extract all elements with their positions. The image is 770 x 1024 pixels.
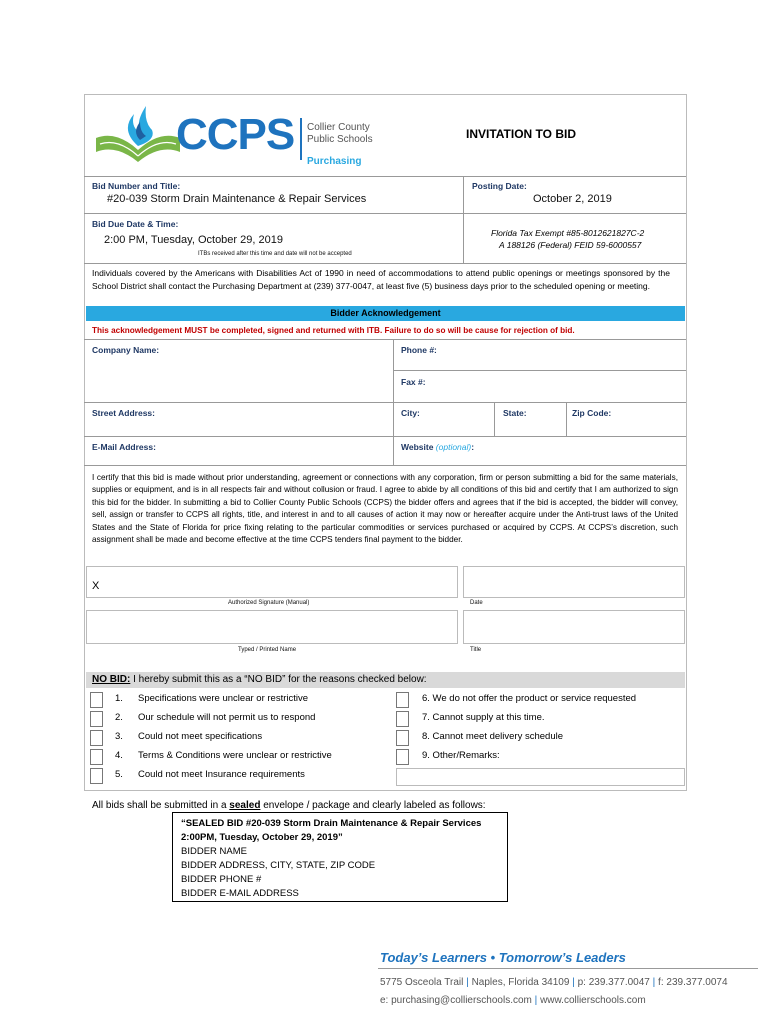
website-label-text: Website xyxy=(401,442,436,452)
logo-divider xyxy=(300,118,302,160)
footer-website[interactable]: www.collierschools.com xyxy=(540,995,646,1006)
ack-warning: This acknowledgement MUST be completed, signed and returned with ITB. Failure to do so will be cause for rejection of bid. xyxy=(92,326,575,335)
city-field[interactable] xyxy=(395,419,493,435)
website-label xyxy=(401,442,474,452)
no-bid-reason-text: Terms & Conditions were unclear or restrictive xyxy=(138,750,332,761)
state-field[interactable] xyxy=(496,419,565,435)
zip-label: Zip Code: xyxy=(572,408,612,418)
street-address-label: Street Address: xyxy=(92,408,155,418)
label-box-line-5: BIDDER PHONE # xyxy=(181,874,262,885)
title-field[interactable] xyxy=(463,610,685,644)
phone-label: Phone #: xyxy=(401,345,437,355)
zip-field[interactable] xyxy=(568,419,684,435)
no-bid-reason-text: 9. Other/Remarks: xyxy=(422,750,500,761)
email-label: E-Mail Address: xyxy=(92,442,156,452)
logo-wordmark: CCPS xyxy=(176,110,295,159)
footer-city: Naples, Florida 34109 xyxy=(471,977,570,988)
title-label: Title xyxy=(470,647,482,653)
date-label: Date xyxy=(470,600,483,606)
no-bid-checkbox-9[interactable] xyxy=(396,749,409,765)
label-box-line-4: BIDDER ADDRESS, CITY, STATE, ZIP CODE xyxy=(181,860,376,871)
no-bid-reason-number: 1. xyxy=(115,693,123,704)
sealed-word: sealed xyxy=(229,800,261,811)
no-bid-checkbox-7[interactable] xyxy=(396,711,409,727)
website-colon: : xyxy=(471,442,475,452)
fax-label: Fax #: xyxy=(401,377,426,387)
footer-email[interactable]: e: purchasing@collierschools.com xyxy=(380,995,532,1006)
bid-due-label: Bid Due Date & Time: xyxy=(92,219,179,229)
no-bid-label: NO BID: xyxy=(92,674,131,685)
signature-x-mark: X xyxy=(92,580,100,592)
bid-number-label: Bid Number and Title: xyxy=(92,181,181,191)
ada-notice: Individuals covered by the Americans with Disabilities Act of 1990 in need of accommodations to attend public openings or meetings sponsored by the School District shall contact the Purchasing Department at (239) 377-0047, at least five (5) business days prior to the scheduled opening or meeting. xyxy=(92,268,670,291)
no-bid-reason-text: Could not meet specifications xyxy=(138,731,263,742)
bid-due-value: 2:00 PM, Tuesday, October 29, 2019 xyxy=(104,234,283,246)
no-bid-checkbox-8[interactable] xyxy=(396,730,409,746)
footer-fax: f: 239.377.0074 xyxy=(658,977,728,988)
posting-date-value: October 2, 2019 xyxy=(533,193,612,205)
no-bid-checkbox-5[interactable] xyxy=(90,768,103,784)
no-bid-checkbox-3[interactable] xyxy=(90,730,103,746)
logo-dept: Purchasing xyxy=(307,156,362,167)
company-name-field[interactable] xyxy=(86,356,391,400)
city-label: City: xyxy=(401,408,420,418)
state-label: State: xyxy=(503,408,527,418)
tax-line-1: Florida Tax Exempt #85-8012621827C-2 xyxy=(491,228,645,238)
no-bid-reason-number: 2. xyxy=(115,712,123,723)
no-bid-reason-text: 6. We do not offer the product or service requested xyxy=(422,693,637,704)
phone-field[interactable] xyxy=(395,356,684,369)
ack-title: Bidder Acknowledgement xyxy=(330,308,441,318)
no-bid-reason-text: 7. Cannot supply at this time. xyxy=(422,712,545,723)
signature-label: Authorized Signature (Manual) xyxy=(228,600,310,606)
no-bid-reason-text: Specifications were unclear or restrictive xyxy=(138,693,309,704)
footer-contact-line: e: purchasing@collierschools.com | www.collierschools.com xyxy=(380,995,646,1006)
signature-field[interactable] xyxy=(86,566,458,598)
label-box-line-3: BIDDER NAME xyxy=(181,846,247,857)
footer-address-line: 5775 Osceola Trail | Naples, Florida 34109 | p: 239.377.0047 | f: 239.377.0074 xyxy=(380,977,728,988)
no-bid-checkbox-2[interactable] xyxy=(90,711,103,727)
book-flame-icon xyxy=(94,100,184,170)
doc-title: INVITATION TO BID xyxy=(466,127,576,141)
no-bid-reason-number: 4. xyxy=(115,750,123,761)
bid-number-value: #20-039 Storm Drain Maintenance & Repair Services xyxy=(107,193,367,205)
no-bid-checkbox-6[interactable] xyxy=(396,692,409,708)
footer-phone: p: 239.377.0047 xyxy=(577,977,650,988)
bid-due-note: ITBs received after this time and date will not be accepted xyxy=(198,251,352,257)
submission-instructions xyxy=(92,800,486,811)
footer-street: 5775 Osceola Trail xyxy=(380,977,464,988)
posting-date-label: Posting Date: xyxy=(472,181,527,191)
email-field[interactable] xyxy=(86,453,391,464)
label-box xyxy=(172,812,508,902)
no-bid-heading xyxy=(92,674,427,685)
no-bid-reason-number: 5. xyxy=(115,769,123,780)
logo-subtitle-1: Collier County xyxy=(307,122,370,133)
no-bid-checkbox-1[interactable] xyxy=(90,692,103,708)
footer-rule xyxy=(378,968,758,969)
no-bid-checkbox-4[interactable] xyxy=(90,749,103,765)
no-bid-reason-text: Could not meet Insurance requirements xyxy=(138,769,305,780)
fax-field[interactable] xyxy=(395,388,684,401)
tax-line-2: A 188126 (Federal) FEID 59-6000557 xyxy=(499,240,642,250)
label-box-line-2: 2:00PM, Tuesday, October 29, 2019” xyxy=(181,832,343,843)
date-field[interactable] xyxy=(463,566,685,598)
submission-pre: All bids shall be submitted in a xyxy=(92,800,230,811)
printed-name-label: Typed / Printed Name xyxy=(238,647,297,653)
company-name-label: Company Name: xyxy=(92,345,160,355)
no-bid-statement: I hereby submit this as a “NO BID” for the reasons checked below: xyxy=(130,674,427,685)
no-bid-reason-number: 3. xyxy=(115,731,123,742)
no-bid-reason-text: Our schedule will not permit us to respond xyxy=(138,712,316,723)
website-field[interactable] xyxy=(395,453,684,464)
remarks-field[interactable] xyxy=(396,768,685,786)
submission-post: envelope / package and clearly labeled as follows: xyxy=(260,800,486,811)
label-box-line-1: “SEALED BID #20-039 Storm Drain Maintenance & Repair Services xyxy=(181,818,482,829)
certification-text: I certify that this bid is made without prior understanding, agreement or connections with any corporation, firm or person submitting a bid for the same materials, supplies or equipment, and is in all respects fair and without collusion or fraud. I agree to abide by all conditions of this bid and certify that I am authorized to sign this bid for the bidder. In submitting a bid to Collier County Public Schools (CCPS) the bidder offers and agrees that if the bid is accepted, the bidder will convey, sell, assign or transfer to CCPS all rights, title, and interest in and to all causes of action it may now or hereafter acquire under the Anti-trust laws of the United States and the State of Florida for price fixing relating to the particular commodities or services purchased or acquired by CCPS. At CCPS’s discretion, such assignment shall be made and become effective at the time CCPS tenders final payment to the bidder. xyxy=(92,473,678,545)
logo-subtitle-2: Public Schools xyxy=(307,134,373,145)
no-bid-reason-text: 8. Cannot meet delivery schedule xyxy=(422,731,563,742)
footer-tagline: Today’s Learners • Tomorrow’s Leaders xyxy=(380,950,626,965)
website-optional: (optional) xyxy=(435,442,472,452)
printed-name-field[interactable] xyxy=(86,610,458,644)
label-box-line-6: BIDDER E-MAIL ADDRESS xyxy=(181,888,299,899)
street-address-field[interactable] xyxy=(86,419,391,435)
ccps-logo xyxy=(94,100,384,170)
